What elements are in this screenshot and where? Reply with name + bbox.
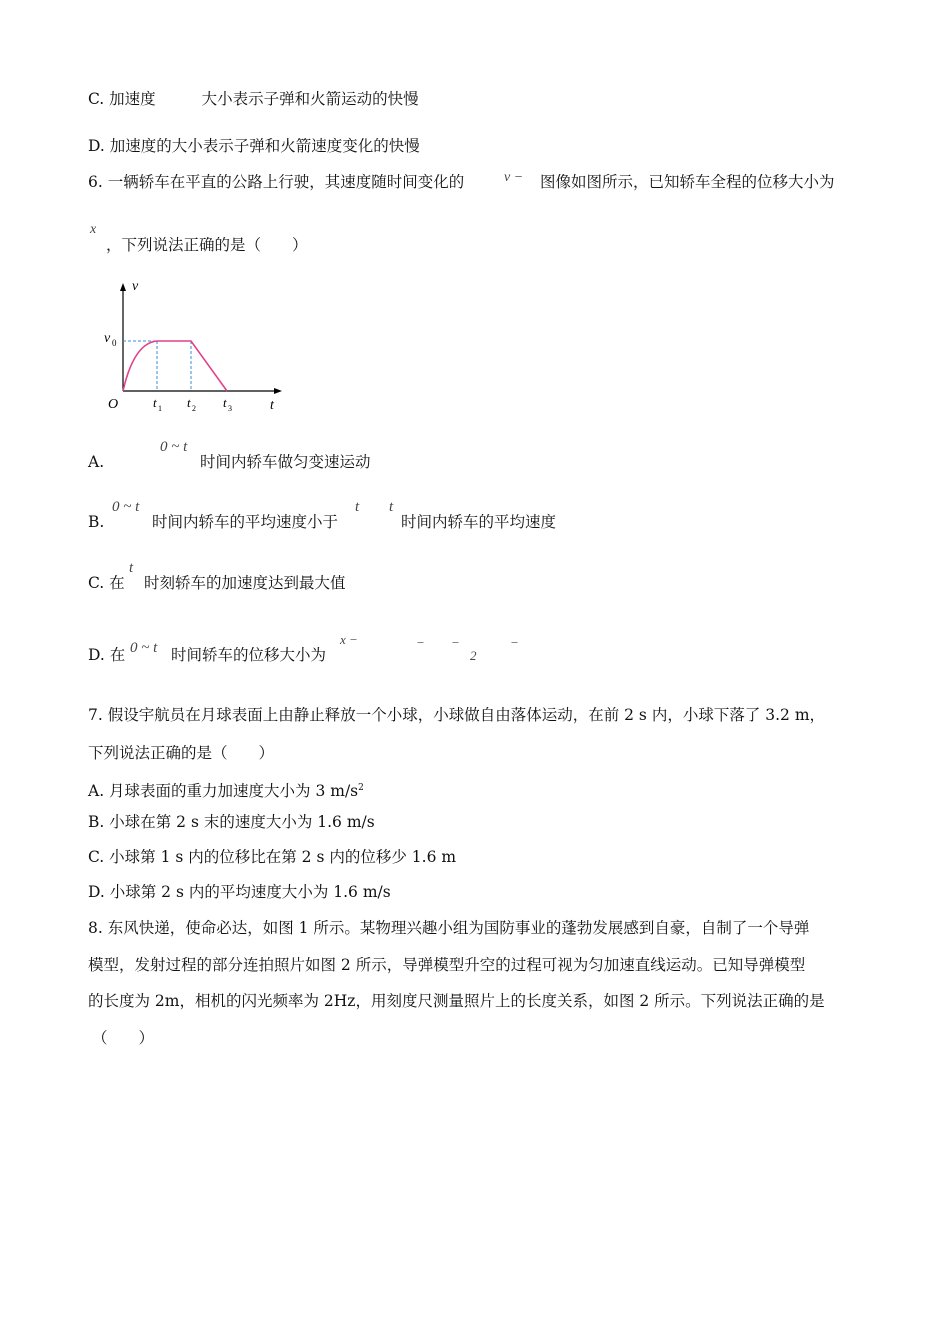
t2-label: t — [187, 395, 191, 410]
q6-option-d-formula-d: 2 — [470, 648, 477, 663]
q8-line-3: 的长度为 2m，相机的闪光频率为 2Hz，用刻度尺测量照片上的长度关系，如图 2 所示。下列说法正确的是 — [88, 992, 825, 1010]
q6-option-d-formula-a: x − — [340, 632, 358, 647]
q5-option-c-text-b: 大小表示子弹和火箭运动的快慢 — [201, 90, 419, 108]
q7-stem-line-1: 7. 假设宇航员在月球表面上由静止释放一个小球，小球做自由落体运动，在前 2 s 内，小球下落了 3.2 m， — [88, 706, 826, 724]
q5-option-c-text-a: C. 加速度 — [88, 90, 156, 108]
q6-option-b-math-3: t — [389, 499, 394, 515]
q7-option-c: C. 小球第 1 s 内的位移比在第 2 s 内的位移少 1.6 m — [88, 848, 457, 866]
q7-option-a — [88, 778, 364, 801]
velocity-time-graph — [100, 278, 285, 418]
q6-option-b-label: B. — [88, 513, 105, 531]
t3-subscript: 3 — [228, 404, 232, 413]
q7-option-a-sup: 2 — [358, 783, 364, 793]
q6-stem — [88, 172, 464, 192]
q6-option-a-math: 0 ~ t — [160, 439, 188, 455]
q6-option-a-text: 时间内轿车做匀变速运动 — [200, 453, 371, 471]
q5-option-d: D. 加速度的大小表示子弹和火箭速度变化的快慢 — [88, 137, 420, 155]
t2-subscript: 2 — [192, 404, 196, 413]
v0-subscript: 0 — [112, 338, 117, 348]
q6-option-b-math-1: 0 ~ t — [112, 499, 140, 515]
q6-option-d-text: 时间轿车的位移大小为 — [171, 646, 327, 664]
q6-option-d-formula-e: − — [510, 635, 519, 650]
q7-option-a-text: A. 月球表面的重力加速度大小为 3 m/s — [88, 782, 359, 801]
q6-stem-text-c: ，下列说法正确的是（ ） — [106, 236, 308, 254]
q6-option-b-text-2: 时间内轿车的平均速度 — [401, 513, 557, 531]
q5-option-c — [88, 89, 419, 109]
q6-option-b-math-2: t — [355, 499, 360, 515]
q6-option-d-label: D. 在 — [88, 646, 126, 664]
q6-option-d-math: 0 ~ t — [130, 640, 158, 656]
q6-option-c-math: t — [129, 560, 134, 576]
t1-subscript: 1 — [158, 404, 162, 413]
q8-line-1: 8. 东风快递，使命必达，如图 1 所示。某物理兴趣小组为国防事业的蓬勃发展感到自豪，自制了一个导弹 — [88, 919, 810, 937]
v-axis-label: v — [132, 279, 139, 294]
origin-label: O — [108, 397, 119, 412]
velocity-curve — [123, 341, 227, 391]
q6-stem-text-a: 6. 一辆轿车在平直的公路上行驶，其速度随时间变化的 — [88, 173, 465, 191]
q6-option-d-formula-b: − — [416, 635, 425, 650]
v-axis-arrow — [120, 283, 126, 291]
q6-stem-math: v − — [504, 170, 524, 185]
q7-option-d: D. 小球第 2 s 内的平均速度大小为 1.6 m/s — [88, 883, 391, 901]
t1-label: t — [153, 395, 157, 410]
q8-line-2: 模型，发射过程的部分连拍照片如图 2 所示，导弹模型升空的过程可视为匀加速直线运动。已知导弹模型 — [88, 956, 806, 974]
q6-option-b-text-1: 时间内轿车的平均速度小于 — [152, 513, 339, 531]
q6-stem-x: x — [90, 222, 97, 237]
q6-option-c-text: 时刻轿车的加速度达到最大值 — [144, 574, 346, 592]
q7-option-b: B. 小球在第 2 s 末的速度大小为 1.6 m/s — [88, 813, 375, 831]
q8-line-4: （ ） — [92, 1029, 155, 1047]
t-axis-label: t — [270, 398, 274, 413]
q6-stem-text-b: 图像如图所示，已知轿车全程的位移大小为 — [540, 173, 835, 191]
q6-option-c-label: C. 在 — [88, 574, 125, 592]
q6-option-d-formula-c: − — [451, 635, 460, 650]
q6-option-a-label: A. — [88, 453, 105, 471]
v0-label: v — [104, 331, 111, 346]
q7-stem-line-2: 下列说法正确的是（ ） — [88, 744, 275, 762]
t-axis-arrow — [274, 388, 282, 394]
t3-label: t — [223, 395, 227, 410]
